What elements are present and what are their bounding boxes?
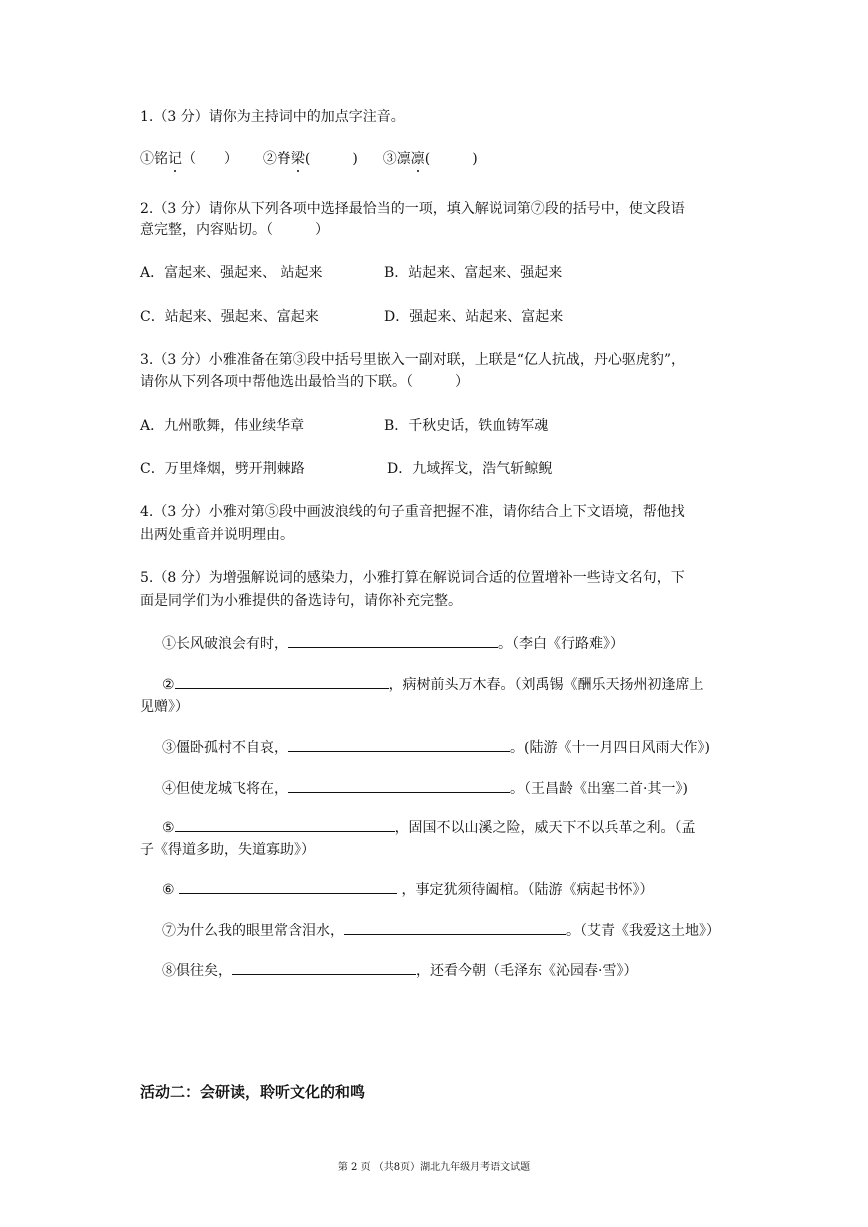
q5-line-8: ⑧俱往矣， ，还看今朝（毛泽东《沁园春·雪》） <box>162 963 638 979</box>
q1-stem: 1.（3 分）请你为主持词中的加点字注音。 <box>140 109 405 125</box>
q1-item1: ①铭记（ ） <box>140 151 238 167</box>
q5-line-7: ⑦为什么我的眼里常含泪水， 。（艾青《我爱这土地》） <box>162 923 720 939</box>
q5-line-1: ①长风破浪会有时， 。（李白《行路难》） <box>162 636 624 652</box>
answer-blank-5[interactable] <box>175 819 395 832</box>
answer-blank-3[interactable] <box>288 739 510 752</box>
q1-item2: ②脊梁( ) <box>262 151 358 167</box>
q1-items <box>140 149 478 169</box>
q5-stem-line1: 5.（8 分）为增强解说词的感染力，小雅打算在解说词合适的位置增补一些诗文名句，下 <box>140 570 685 586</box>
q5-line-3: ③僵卧孤村不自哀， 。(陆游《十一月四日风雨大作》) <box>162 740 710 756</box>
answer-blank-4[interactable] <box>288 780 510 793</box>
q2-stem-line1: 2.（3 分）请你从下列各项中选择最恰当的一项，填入解说词第⑦段的括号中，使文段语 <box>140 201 685 217</box>
q3-option-b: B．千秋史话，铁血铸军魂 <box>384 418 549 434</box>
q5-line-2-cont: 见赠》） <box>140 699 189 715</box>
answer-blank-2[interactable] <box>175 676 389 689</box>
q2-option-a: A．富起来、强起来、 站起来 <box>140 265 323 281</box>
q2-option-b: B．站起来、富起来、强起来 <box>384 265 563 281</box>
q5-line-2: ② ，病树前头万木春。（刘禹锡《酬乐天扬州初逢席上 <box>162 677 704 693</box>
q5-line-4: ④但使龙城飞将在， 。（王昌龄《出塞二首·其一》) <box>162 781 688 797</box>
q2-option-c: C．站起来、强起来、富起来 <box>140 309 319 325</box>
answer-blank-1[interactable] <box>288 635 498 648</box>
q4-stem-line2: 出两处重音并说明理由。 <box>140 527 294 543</box>
q3-stem-line2: 请你从下列各项中帮他选出最恰当的下联。（ ） <box>140 374 469 390</box>
answer-blank-7[interactable] <box>344 922 566 935</box>
q2-option-d: D．强起来、站起来、富起来 <box>384 309 564 325</box>
q5-line-5: ⑤ ，固国不以山溪之险，威天下不以兵革之利。（孟 <box>162 820 696 836</box>
q3-option-d: D．九域挥戈，浩气斩鲸鲵 <box>387 461 553 477</box>
q5-stem-line2: 面是同学们为小雅提供的备选诗句，请你补充完整。 <box>140 593 462 609</box>
q5-line-5-cont: 子《得道多助，失道寡助》） <box>140 842 315 858</box>
page-footer: 第 2 页 （共8页）湖北九年级月考语文试题 <box>337 1162 531 1173</box>
q1-item3: ③凛凛( ) <box>382 151 478 167</box>
q2-stem-line2: 意完整，内容贴切。（ ） <box>140 222 329 238</box>
q3-option-a: A．九州歌舞，伟业续华章 <box>140 418 305 434</box>
q3-stem-line1: 3.（3 分）小雅准备在第③段中括号里嵌入一副对联，上联是“亿人抗战，丹心驱虎豹”， <box>140 352 686 368</box>
section-heading: 活动二：会研读，聆听文化的和鸣 <box>140 1083 366 1101</box>
q3-option-c: C．万里烽烟，劈开荆棘路 <box>140 461 305 477</box>
q5-line-6: ⑥ ，事定犹须待阖棺。（陆游《病起书怀》） <box>162 882 654 898</box>
answer-blank-8[interactable] <box>232 962 416 975</box>
q4-stem-line1: 4.（3 分）小雅对第⑤段中画波浪线的句子重音把握不准，请你结合上下文语境，帮他找 <box>140 504 685 520</box>
answer-blank-6[interactable] <box>179 881 397 894</box>
